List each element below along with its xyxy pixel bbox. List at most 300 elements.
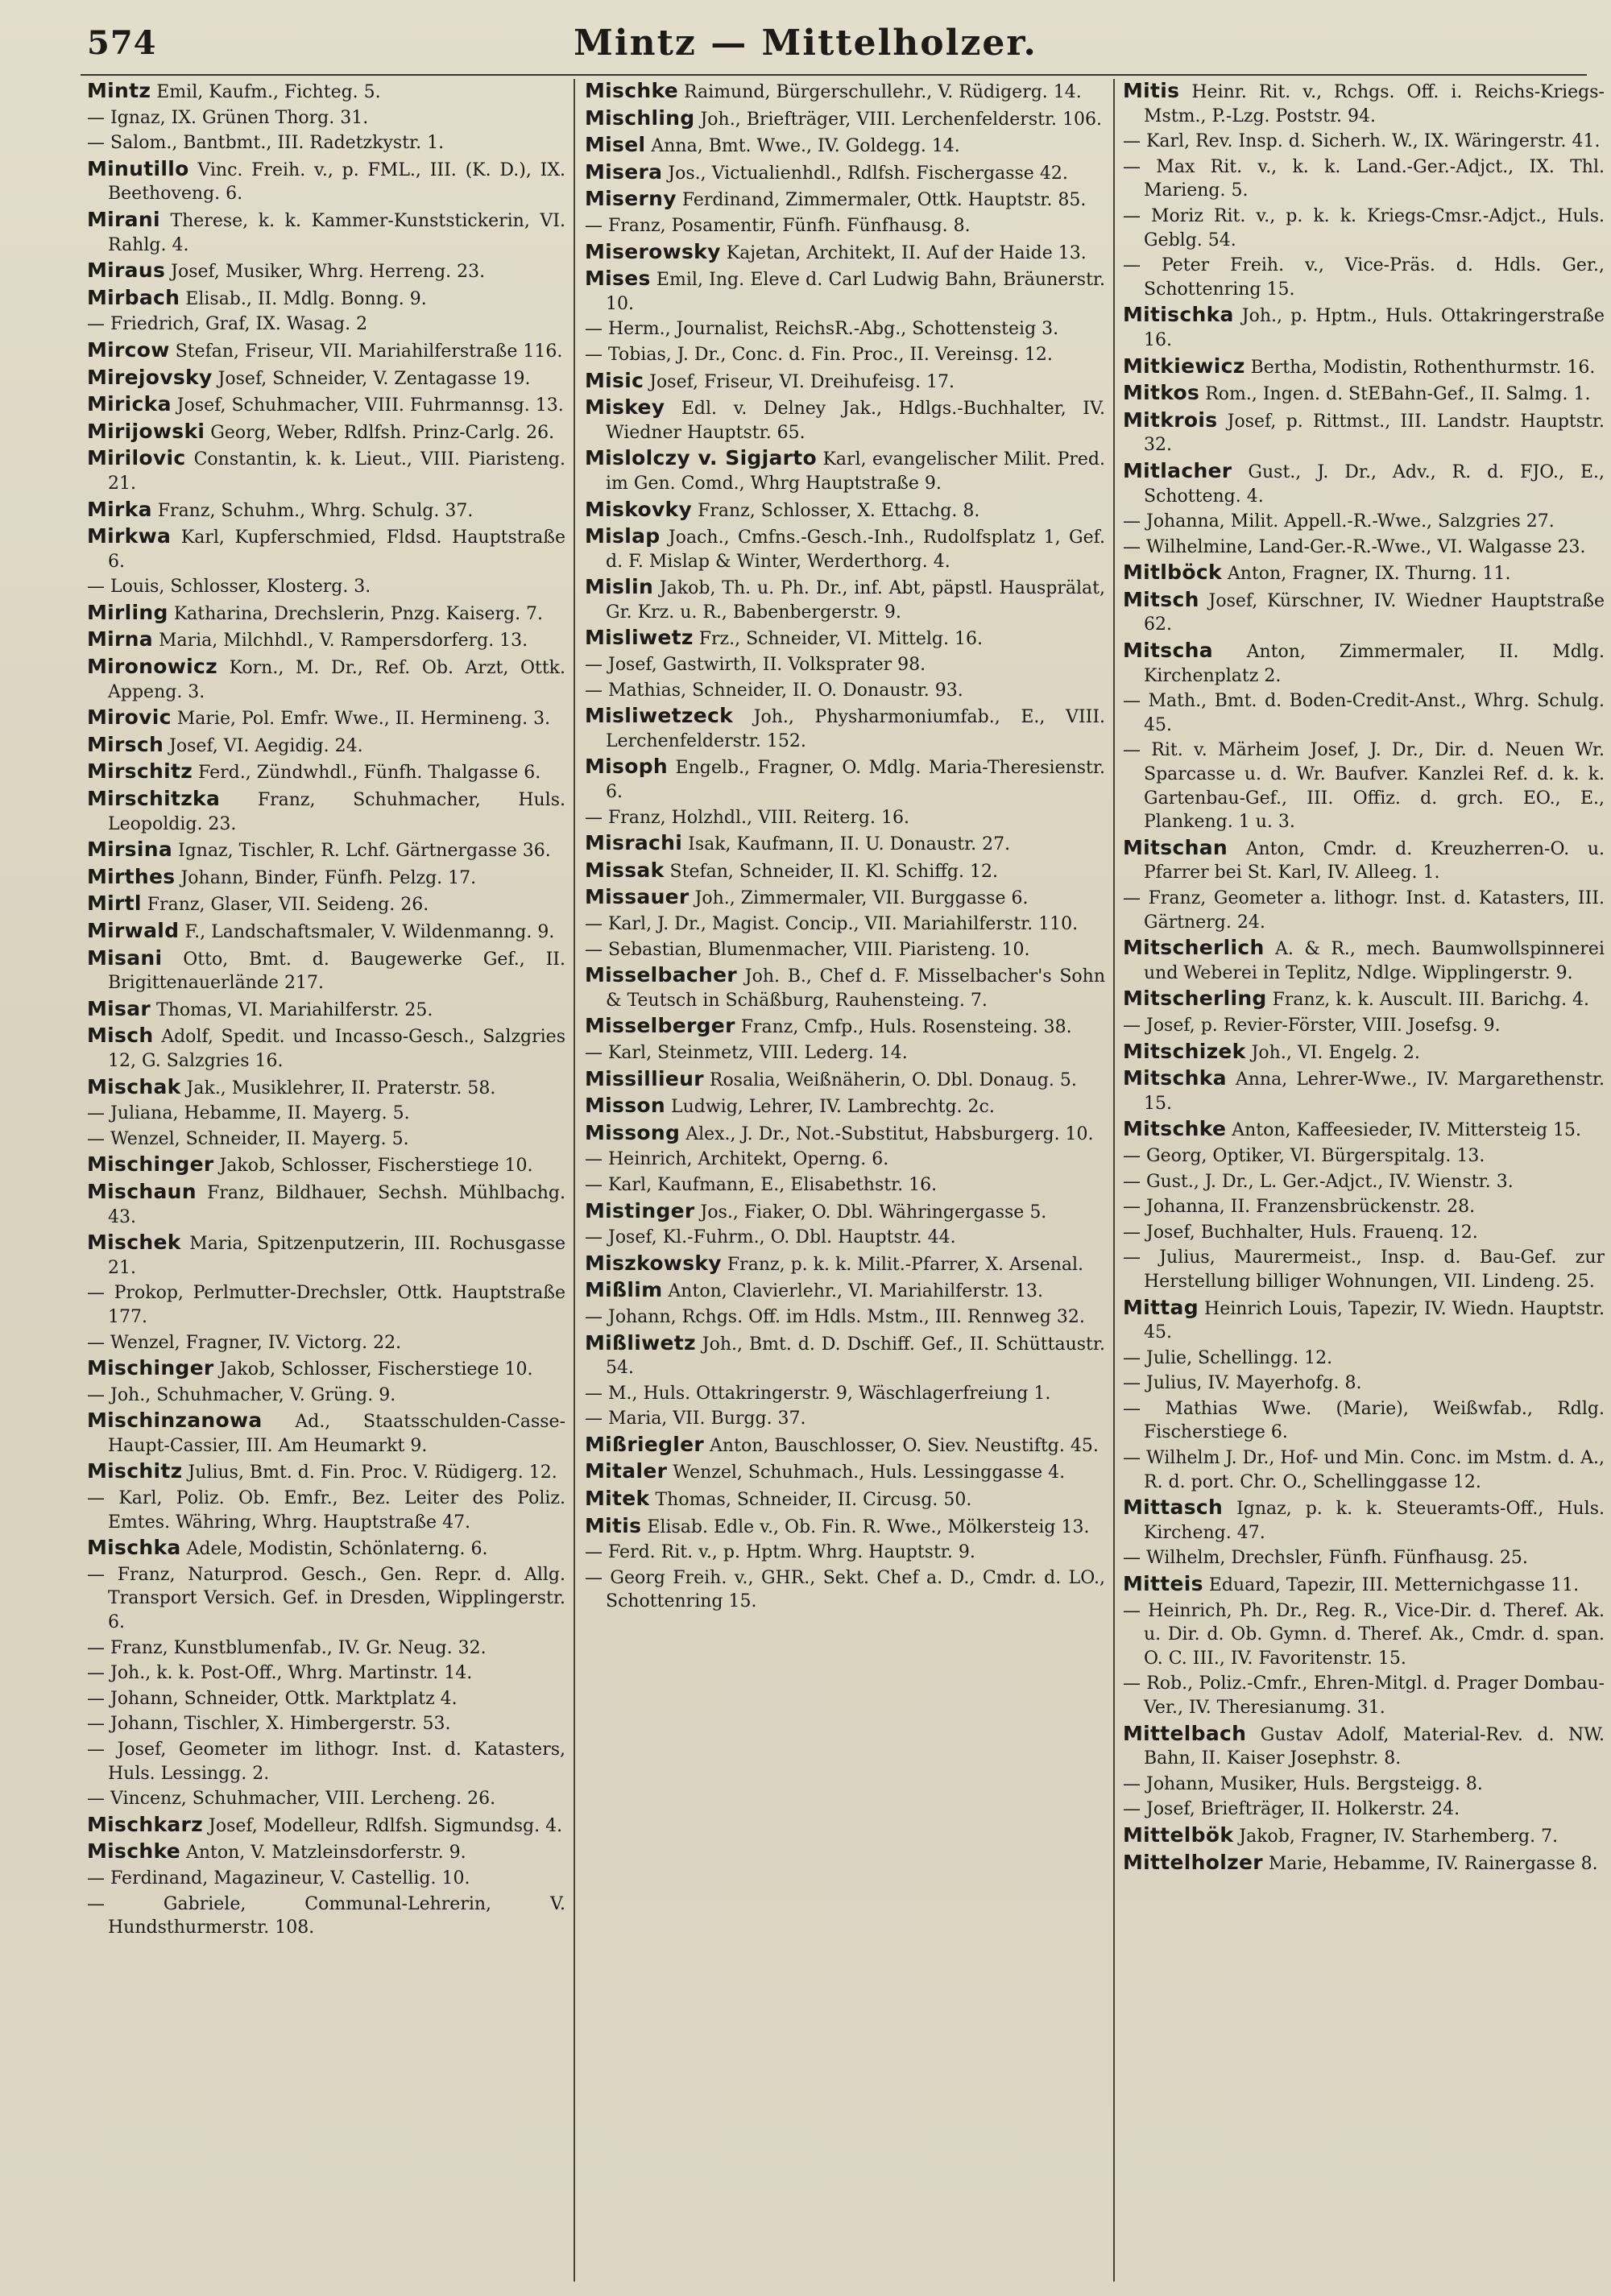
entry-surname: Mischek <box>87 1231 181 1255</box>
entry-text: — Karl, Steinmetz, VIII. Lederg. 14. <box>585 1042 908 1063</box>
directory-entry <box>87 1787 565 1811</box>
entry-text: Ignaz, p. k. k. Steueramts-Off., Huls. Kircheng. 47. <box>1144 1499 1605 1543</box>
entry-text: Heinr. Rit. v., Rchgs. Off. i. Reichs-Kriegs-Mstm., P.-Lzg. Poststr. 94. <box>1144 82 1605 126</box>
entry-text: — Heinrich, Architekt, Operng. 6. <box>585 1149 889 1170</box>
entry-text: — Mathias, Schneider, II. O. Donaustr. 93. <box>585 680 963 701</box>
entry-surname: Miszkowsky <box>585 1251 722 1275</box>
entry-surname: Mirtl <box>87 892 142 916</box>
directory-entry <box>585 912 1105 937</box>
directory-entry <box>585 214 1105 238</box>
entry-text: Thomas, Schneider, II. Circusg. 50. <box>655 1490 972 1511</box>
entry-surname: Miskey <box>585 395 665 420</box>
directory-entry <box>585 395 1105 445</box>
entry-surname: Mises <box>585 267 651 291</box>
entry-text: — Franz, Kunstblumenfab., IV. Gr. Neug. 32. <box>87 1637 487 1658</box>
entry-text: — Juliana, Hebamme, II. Mayerg. 5. <box>87 1103 410 1124</box>
entry-surname: Misch <box>87 1024 154 1048</box>
entry-surname: Mitis <box>1123 79 1180 102</box>
entry-text: Josef, Schneider, V. Zentagasse 19. <box>217 368 531 389</box>
entry-text: Adele, Modistin, Schönlaterng. 6. <box>186 1539 488 1560</box>
entry-surname: Mirschitzka <box>87 787 221 811</box>
entry-text: Ad., Staatsschulden-Casse-Haupt-Cassier, III. Am Heumarkt 9. <box>108 1412 565 1456</box>
entry-text: Joh., Briefträger, VIII. Lerchenfelderstr. 106. <box>700 109 1103 130</box>
entry-text: — Karl, Kaufmann, E., Elisabethstr. 16. <box>585 1174 938 1195</box>
entry-text: Joh., VI. Engelg. 2. <box>1251 1042 1420 1063</box>
entry-text: Georg, Weber, Rdlfsh. Prinz-Carlg. 26. <box>210 422 555 443</box>
directory-entry <box>87 312 565 337</box>
entry-text: — Ferdinand, Magazineur, V. Castellig. 10. <box>87 1868 470 1889</box>
entry-surname: Mitaler <box>585 1459 668 1483</box>
header-rule <box>81 74 1587 76</box>
entry-text: Jos., Fiaker, O. Dbl. Währingergasse 5. <box>700 1202 1047 1222</box>
entry-text: — Mathias Wwe. (Marie), Weißwfab., Rdlg. Fischerstiege 6. <box>1123 1398 1605 1443</box>
entry-text: — Louis, Schlosser, Klosterg. 3. <box>87 577 371 598</box>
entry-surname: Mischinger <box>87 1356 214 1380</box>
entry-surname: Mirsina <box>87 838 172 862</box>
directory-entry <box>1123 1599 1605 1671</box>
entry-surname: Mitischka <box>1123 303 1234 327</box>
entry-surname: Misliwetz <box>585 626 694 650</box>
directory-entry <box>585 806 1105 830</box>
directory-entry <box>585 1226 1105 1250</box>
directory-entry <box>585 369 1105 395</box>
directory-entry <box>585 187 1105 213</box>
entry-text: — Johann, Musiker, Huls. Bergsteigg. 8. <box>1123 1773 1483 1794</box>
entry-text: Frz., Schneider, VI. Mittelg. 16. <box>698 629 983 650</box>
entry-text: Franz, Schuhm., Whrg. Schulg. 37. <box>157 500 474 521</box>
directory-entry <box>585 704 1105 753</box>
directory-entry <box>585 755 1105 804</box>
directory-entry <box>87 286 565 312</box>
directory-entry <box>1123 639 1605 688</box>
entry-surname: Mischke <box>585 79 678 102</box>
entry-surname: Mintz <box>87 79 151 102</box>
directory-entry <box>1123 588 1605 637</box>
entry-surname: Mischke <box>87 1839 180 1864</box>
directory-entry <box>585 524 1105 573</box>
entry-text: Julius, Bmt. d. Fin. Proc. V. Rüdigerg. 12. <box>188 1462 557 1483</box>
entry-text: Franz, Schuhmacher, Huls. Leopoldig. 23. <box>108 790 565 834</box>
directory-entry <box>1123 1144 1605 1169</box>
directory-entry <box>585 1014 1105 1040</box>
entry-text: — Franz, Holzhdl., VIII. Reiterg. 16. <box>585 807 909 828</box>
directory-entry <box>87 524 565 573</box>
entry-text: Maria, Spitzenputzerin, III. Rochusgasse 21. <box>108 1234 566 1278</box>
entry-surname: Misani <box>87 945 163 970</box>
entry-surname: Mischka <box>87 1536 181 1560</box>
entry-surname: Mislap <box>585 524 661 548</box>
entry-surname: Mischinzanowa <box>87 1409 263 1433</box>
entry-surname: Mirwald <box>87 919 180 942</box>
entry-surname: Mitlacher <box>1123 458 1232 482</box>
entry-surname: Mitek <box>585 1487 650 1511</box>
directory-entry <box>87 1712 565 1736</box>
entry-text: Wenzel, Schuhmach., Huls. Lessinggasse 4. <box>673 1462 1066 1483</box>
directory-entry <box>585 1199 1105 1225</box>
entry-surname: Misera <box>585 159 663 184</box>
entry-text: — Peter Freih. v., Vice-Präs. d. Hdls. Ger., Schottenring 15. <box>1123 255 1605 300</box>
directory-entry <box>87 1127 565 1152</box>
entry-text: — Gabriele, Communal-Lehrerin, V. Hundsthurmerstr. 108. <box>87 1893 565 1938</box>
entry-text: Kajetan, Architekt, II. Auf der Haide 13. <box>726 242 1087 263</box>
entry-text: Anton, Cmdr. d. Kreuzherren-O. u. Pfarrer bei St. Karl, IV. Alleeg. 1. <box>1144 838 1605 883</box>
entry-text: Ignaz, Tischler, R. Lchf. Gärtnergasse 36. <box>178 841 551 862</box>
entry-surname: Mirani <box>87 207 160 231</box>
entry-surname: Mislolczy v. Sigjarto <box>585 446 818 470</box>
directory-entry <box>585 267 1105 316</box>
directory-entry <box>87 575 565 599</box>
entry-text: F., Landschaftsmaler, V. Wildenmanng. 9. <box>184 922 555 942</box>
directory-entry <box>1123 254 1605 301</box>
entry-text: Jos., Victualienhdl., Rdlfsh. Fischergasse 42. <box>668 163 1068 184</box>
entry-surname: Minutillo <box>87 156 189 180</box>
entry-surname: Mitschizek <box>1123 1039 1246 1063</box>
entry-surname: Mittag <box>1123 1295 1199 1319</box>
entry-text: — Rob., Poliz.-Cmfr., Ehren-Mitgl. d. Prager Dombau-Ver., IV. Theresianumg. 31. <box>1123 1673 1605 1718</box>
entry-surname: Mirilovic <box>87 446 186 470</box>
entry-text: Franz, Cmfp., Huls. Rosensteing. 38. <box>740 1017 1072 1038</box>
directory-entry <box>1123 130 1605 154</box>
entry-surname: Misselbacher <box>585 963 738 987</box>
page-header <box>0 0 1611 74</box>
entry-text: — Tobias, J. Dr., Conc. d. Fin. Proc., II. Vereinsg. 12. <box>585 344 1053 365</box>
directory-entry <box>87 1102 565 1126</box>
directory-entry <box>585 653 1105 677</box>
directory-entry <box>87 892 565 917</box>
entry-surname: Missak <box>585 858 665 882</box>
entry-text: Engelb., Fragner, O. Mdlg. Maria-Theresienstr. 6. <box>606 758 1105 803</box>
directory-entry <box>585 343 1105 367</box>
entry-text: Joach., Cmfns.-Gesch.-Inh., Rudolfsplatz 1, Gef. d. F. Mislap & Winter, Werderthorg. 4. <box>606 527 1105 572</box>
entry-text: — Gust., J. Dr., L. Ger.-Adjct., IV. Wienstr. 3. <box>1123 1171 1514 1192</box>
entry-text: Eduard, Tapezir, III. Metternichgasse 11. <box>1208 1575 1580 1596</box>
entry-text: — Herm., Journalist, ReichsR.-Abg., Schottensteig 3. <box>585 319 1059 340</box>
directory-entry <box>1123 459 1605 508</box>
directory-entry <box>87 1893 565 1940</box>
entry-text: Jakob, Schlosser, Fischerstiege 10. <box>219 1156 533 1177</box>
directory-entry <box>1123 205 1605 252</box>
entry-surname: Mitkos <box>1123 381 1200 405</box>
entry-text: Constantin, k. k. Lieut., VIII. Piaristeng. 21. <box>108 449 565 494</box>
directory-entry <box>87 1839 565 1865</box>
directory-entry <box>585 1541 1105 1565</box>
entry-surname: Mitlböck <box>1123 561 1222 585</box>
directory-entry <box>87 1409 565 1458</box>
directory-entry <box>87 1738 565 1785</box>
entry-text: Anna, Bmt. Wwe., IV. Goldegg. 14. <box>651 136 960 157</box>
entry-surname: Mittelholzer <box>1123 1850 1263 1874</box>
directory-entry <box>585 160 1105 186</box>
entry-surname: Mislin <box>585 575 654 599</box>
directory-entry <box>1123 1066 1605 1115</box>
directory-entry <box>585 831 1105 857</box>
directory-entry <box>585 1067 1105 1093</box>
directory-entry <box>87 366 565 391</box>
entry-text: — Wilhelmine, Land-Ger.-R.-Wwe., VI. Walgasse 23. <box>1123 536 1586 557</box>
directory-entry <box>1123 1296 1605 1345</box>
entry-text: Stefan, Friseur, VII. Mariahilferstraße 116. <box>175 341 563 362</box>
entry-surname: Mischinger <box>87 1152 214 1177</box>
page-number: 574 <box>87 24 157 62</box>
entry-text: Thomas, VI. Mariahilferstr. 25. <box>156 999 433 1020</box>
directory-entry <box>87 1536 565 1562</box>
directory-entry <box>87 919 565 945</box>
entry-surname: Miserowsky <box>585 239 721 263</box>
directory-entry <box>87 1152 565 1178</box>
directory-entry <box>1123 1170 1605 1194</box>
entry-text: — Georg, Optiker, VI. Bürgerspitalg. 13. <box>1123 1145 1485 1166</box>
entry-text: Joh., Zimmermaler, VII. Burggasse 6. <box>694 888 1029 909</box>
entry-text: — Karl, Poliz. Ob. Emfr., Bez. Leiter des Poliz. Emtes. Währing, Whrg. Hauptstraße 47. <box>87 1488 565 1533</box>
entry-surname: Mittelbök <box>1123 1822 1234 1847</box>
entry-surname: Mitschan <box>1123 835 1228 859</box>
directory-entry <box>1123 1496 1605 1545</box>
directory-entry <box>87 1024 565 1073</box>
entry-surname: Mitschke <box>1123 1117 1227 1141</box>
directory-entry <box>87 392 565 418</box>
entry-text: Edl. v. Delney Jak., Hdlgs.-Buchhalter, IV. Wiedner Hauptstr. 65. <box>606 399 1105 443</box>
entry-text: Ferd., Zündwhdl., Fünfh. Thalgasse 6. <box>198 763 541 784</box>
entry-text: — Moriz Rit. v., p. k. k. Kriegs-Cmsr.-Adjct., Huls. Geblg. 54. <box>1123 205 1605 250</box>
entry-text: — Salom., Bantbmt., III. Radetzkystr. 1. <box>87 133 445 154</box>
entry-text: — Sebastian, Blumenmacher, VIII. Piaristeng. 10. <box>585 939 1030 960</box>
directory-entry <box>1123 303 1605 352</box>
entry-surname: Misar <box>87 996 151 1020</box>
entry-text: — Heinrich, Ph. Dr., Reg. R., Vice-Dir. d. Theref. Ak. u. Dir. d. Ob. Gymn. d. Theref. Ak., Cmdr. d. span. O. C. III., IV. Favoritenstr. 15. <box>1123 1600 1605 1669</box>
entry-text: — Josef, Buchhalter, Huls. Frauenq. 12. <box>1123 1222 1478 1243</box>
entry-text: Vinc. Freih. v., p. FML., III. (K. D.), IX. Beethoveng. 6. <box>108 159 565 205</box>
entry-text: Rosalia, Weißnäherin, O. Dbl. Donaug. 5. <box>709 1069 1077 1090</box>
directory-entry <box>585 1407 1105 1431</box>
entry-surname: Mischitz <box>87 1459 183 1483</box>
entry-surname: Mischak <box>87 1074 181 1098</box>
directory-entry <box>87 446 565 495</box>
directory-entry <box>585 1382 1105 1406</box>
directory-entry <box>87 705 565 731</box>
entry-surname: Mirka <box>87 497 152 521</box>
directory-entry <box>87 1180 565 1229</box>
entry-text: — Ignaz, IX. Grünen Thorg. 31. <box>87 107 369 128</box>
entry-text: — Friedrich, Graf, IX. Wasag. 2 <box>87 314 368 335</box>
entry-text: — Wilhelm, Drechsler, Fünfh. Fünfhausg. 25. <box>1123 1548 1528 1569</box>
entry-text: — Maria, VII. Burgg. 37. <box>585 1409 806 1429</box>
entry-text: Anton, V. Matzleinsdorferstr. 9. <box>185 1843 466 1864</box>
entry-text: Therese, k. k. Kammer-Kunststickerin, VI. Rahlg. 4. <box>108 210 565 255</box>
directory-entry <box>1123 1371 1605 1396</box>
entry-surname: Mitscherling <box>1123 987 1267 1011</box>
entry-surname: Mirthes <box>87 864 176 888</box>
directory-entry <box>585 1433 1105 1458</box>
directory-entry <box>1123 689 1605 737</box>
entry-surname: Mitschka <box>1123 1066 1227 1090</box>
entry-text: A. & R., mech. Baumwollspinnerei und Weberei in Teplitz, Ndlge. Wipplingerstr. 9. <box>1144 939 1605 983</box>
entry-text: Isak, Kaufmann, II. U. Donaustr. 27. <box>688 834 1011 855</box>
entry-text: Josef, Musiker, Whrg. Herreng. 23. <box>171 262 486 283</box>
directory-entry <box>1123 1722 1605 1771</box>
entry-surname: Misel <box>585 133 646 157</box>
entry-text: Jakob, Fragner, IV. Starhemberg. 7. <box>1239 1826 1559 1847</box>
entry-text: Franz, p. k. k. Milit.-Pfarrer, X. Arsenal. <box>727 1254 1084 1275</box>
entry-text: — Josef, p. Revier-Förster, VIII. Josefsg. 9. <box>1123 1015 1501 1036</box>
directory-entry <box>1123 1195 1605 1219</box>
entry-text: — Max Rit. v., k. k. Land.-Ger.-Adjct., IX. Thl. Marieng. 5. <box>1123 156 1605 201</box>
entry-surname: Mitscherlich <box>1123 936 1265 960</box>
entry-surname: Mißriegler <box>585 1432 705 1456</box>
entry-text: Marie, Pol. Emfr. Wwe., II. Hermineng. 3. <box>176 709 551 730</box>
directory-entry <box>585 963 1105 1012</box>
directory-entry <box>585 498 1105 523</box>
entry-surname: Misoph <box>585 755 668 779</box>
directory-entry <box>87 1813 565 1839</box>
entry-text: Joh. B., Chef d. F. Misselbacher's Sohn & Teutsch in Schäßburg, Rauhensteing. 7. <box>606 966 1105 1011</box>
entry-text: — Johann, Schneider, Ottk. Marktplatz 4. <box>87 1688 458 1709</box>
entry-surname: Mischkarz <box>87 1812 204 1836</box>
entry-surname: Mißliwetz <box>585 1330 696 1355</box>
directory-entry <box>1123 987 1605 1012</box>
entry-text: Josef, p. Rittmst., III. Landstr. Hauptstr. 32. <box>1144 411 1605 456</box>
directory-entry <box>87 655 565 704</box>
directory-entry <box>585 626 1105 652</box>
directory-entry <box>585 1305 1105 1330</box>
directory-entry <box>585 1566 1105 1614</box>
entry-text: Josef, Schuhmacher, VIII. Fuhrmannsg. 13. <box>176 395 564 416</box>
directory-entry <box>585 885 1105 911</box>
directory-entry <box>585 1459 1105 1485</box>
entry-text: Jakob, Th. u. Ph. Dr., inf. Abt, päpstl. Hausprälat, Gr. Krz. u. R., Babenbergerstr. 9. <box>606 578 1105 623</box>
entry-text: — Joh., Schuhmacher, V. Grüng. 9. <box>87 1384 396 1405</box>
entry-surname: Mistinger <box>585 1198 695 1222</box>
directory-entry <box>87 498 565 523</box>
entry-text: — Franz, Naturprod. Gesch., Gen. Repr. d. Allg. Transport Versich. Gef. in Dresden, Wipplingerstr. 6. <box>87 1564 565 1633</box>
entry-text: Jakob, Schlosser, Fischerstiege 10. <box>219 1359 533 1380</box>
directory-entry <box>1123 1546 1605 1570</box>
entry-surname: Mischaun <box>87 1179 197 1203</box>
column-divider <box>1113 79 1115 2282</box>
entry-text: — Josef, Gastwirth, II. Volksprater 98. <box>585 655 926 676</box>
entry-text: Josef, VI. Aegidig. 24. <box>169 735 363 756</box>
entry-surname: Missauer <box>585 885 690 909</box>
entry-surname: Mirbach <box>87 285 180 309</box>
entry-text: Ludwig, Lehrer, IV. Lambrechtg. 2c. <box>670 1097 995 1118</box>
entry-text: Gustav Adolf, Material-Rev. d. NW. Bahn, II. Kaiser Josephstr. 8. <box>1144 1724 1605 1769</box>
directory-entry <box>87 787 565 836</box>
directory-entry <box>585 1173 1105 1198</box>
entry-text: Karl, Kupferschmied, Fldsd. Hauptstraße 6. <box>108 527 566 572</box>
entry-text: — Rit. v. Märheim Josef, J. Dr., Dir. d. Neuen Wr. Sparcasse u. d. Wr. Baufver. Kanzlei Ref. d. k. k. Gartenbau-Gef., III. Offiz. d. grch. EO., E., Plankeng. 1 u. 3. <box>1123 740 1605 833</box>
entry-text: Joh., Physharmoniumfab., E., VIII. Lerchenfelderstr. 152. <box>606 707 1106 751</box>
entry-text: — Karl, J. Dr., Magist. Concip., VII. Mariahilferstr. 110. <box>585 914 1079 934</box>
directory-entry <box>585 133 1105 159</box>
entry-text: Otto, Bmt. d. Baugewerke Gef., II. Brigittenauerlände 217. <box>108 949 565 994</box>
entry-text: Franz, Bildhauer, Sechsh. Mühlbachg. 43. <box>108 1182 566 1227</box>
directory-entry <box>585 317 1105 341</box>
entry-text: — Johann, Rchgs. Off. im Hdls. Mstm., III. Rennweg 32. <box>585 1306 1085 1327</box>
directory-entry <box>1123 738 1605 834</box>
entry-text: Anton, Fragner, IX. Thurng. 11. <box>1227 564 1511 585</box>
entry-surname: Miricka <box>87 392 172 416</box>
entry-text: — Julius, Maurermeist., Insp. d. Bau-Gef. zur Herstellung billiger Wohnungen, VII. Lindeng. 25. <box>1123 1247 1605 1292</box>
directory-entry <box>1123 1851 1605 1876</box>
entry-surname: Missong <box>585 1120 681 1144</box>
entry-surname: Mirovic <box>87 705 172 730</box>
directory-entry <box>585 1278 1105 1304</box>
directory-entry <box>87 1331 565 1355</box>
entry-surname: Mitkiewicz <box>1123 354 1245 378</box>
directory-entry <box>87 1687 565 1711</box>
directory-entry <box>1123 1040 1605 1065</box>
entry-surname: Mirschitz <box>87 759 193 784</box>
directory-entry <box>1123 1397 1605 1445</box>
directory-entry <box>1123 1446 1605 1494</box>
entry-surname: Misselberger <box>585 1014 735 1038</box>
entry-text: — Johanna, Milit. Appell.-R.-Wwe., Salzgries 27. <box>1123 511 1555 532</box>
directory-entry <box>87 1487 565 1534</box>
entry-text: Korn., M. Dr., Ref. Ob. Arzt, Ottk. Appeng. 3. <box>108 658 565 702</box>
directory-entry <box>585 1487 1105 1512</box>
directory-entry <box>87 627 565 653</box>
entry-text: Franz, k. k. Auscult. III. Barichg. 4. <box>1272 990 1590 1011</box>
directory-entry <box>87 1231 565 1280</box>
directory-entry <box>585 1514 1105 1540</box>
directory-entry <box>585 679 1105 703</box>
entry-text: Josef, Modelleur, Rdlfsh. Sigmundsg. 4. <box>209 1815 563 1836</box>
entry-text: Adolf, Spedit. und Incasso-Gesch., Salzgries 12, G. Salzgries 16. <box>108 1027 565 1071</box>
entry-surname: Miserny <box>585 187 677 211</box>
entry-surname: Mitsch <box>1123 587 1199 611</box>
directory-entry <box>87 157 565 206</box>
directory-entry <box>87 1661 565 1686</box>
directory-entry <box>87 208 565 257</box>
column-2 <box>578 79 1112 2282</box>
directory-entry <box>87 733 565 759</box>
entry-surname: Mirkwa <box>87 524 172 548</box>
entry-text: — Josef, Geometer im lithogr. Inst. d. Katasters, Huls. Lessingg. 2. <box>87 1740 565 1784</box>
entry-text: Joh., Bmt. d. D. Dschiff. Gef., II. Schüttaustr. 54. <box>606 1334 1105 1379</box>
directory-entry <box>87 1356 565 1382</box>
directory-entry <box>1123 836 1605 885</box>
entry-text: — Vincenz, Schuhmacher, VIII. Lercheng. 26. <box>87 1789 496 1810</box>
entry-text: — Josef, Briefträger, II. Holkerstr. 24. <box>1123 1799 1460 1820</box>
directory-entry <box>1123 1117 1605 1143</box>
entry-text: Marie, Hebamme, IV. Rainergasse 8. <box>1268 1853 1598 1874</box>
entry-text: Elisab., II. Mdlg. Bonng. 9. <box>185 288 427 309</box>
column-3 <box>1116 79 1611 2282</box>
entry-text: Karl, evangelischer Milit. Pred. im Gen. Comd., Whrg Hauptstraße 9. <box>606 449 1106 494</box>
directory-entry <box>1123 1221 1605 1245</box>
directory-entry <box>1123 155 1605 203</box>
entry-text: Anton, Zimmermaler, II. Mdlg. Kirchenplatz 2. <box>1144 642 1605 686</box>
entry-surname: Mittelbach <box>1123 1721 1247 1745</box>
directory-entry <box>87 1281 565 1329</box>
directory-entry <box>87 838 565 863</box>
entry-surname: Missillieur <box>585 1066 704 1090</box>
entry-text: Franz, Glaser, VII. Seideng. 26. <box>147 895 429 916</box>
entry-text: Emil, Kaufm., Fichteg. 5. <box>156 82 381 102</box>
entry-text: — Franz, Posamentir, Fünfh. Fünfhausg. 8. <box>585 215 971 236</box>
directory-entry <box>585 1041 1105 1065</box>
directory-entry <box>1123 887 1605 934</box>
entry-text: Josef, Friseur, VI. Dreihufeisg. 17. <box>649 371 955 392</box>
directory-entry <box>585 240 1105 266</box>
directory-entry <box>87 1563 565 1635</box>
directory-entry <box>87 420 565 445</box>
entry-surname: Mircow <box>87 337 170 362</box>
entry-surname: Mitteis <box>1123 1572 1203 1596</box>
directory-entry <box>585 858 1105 884</box>
directory-entry <box>585 1121 1105 1147</box>
entry-surname: Mitis <box>585 1513 642 1537</box>
directory-entry <box>1123 536 1605 560</box>
